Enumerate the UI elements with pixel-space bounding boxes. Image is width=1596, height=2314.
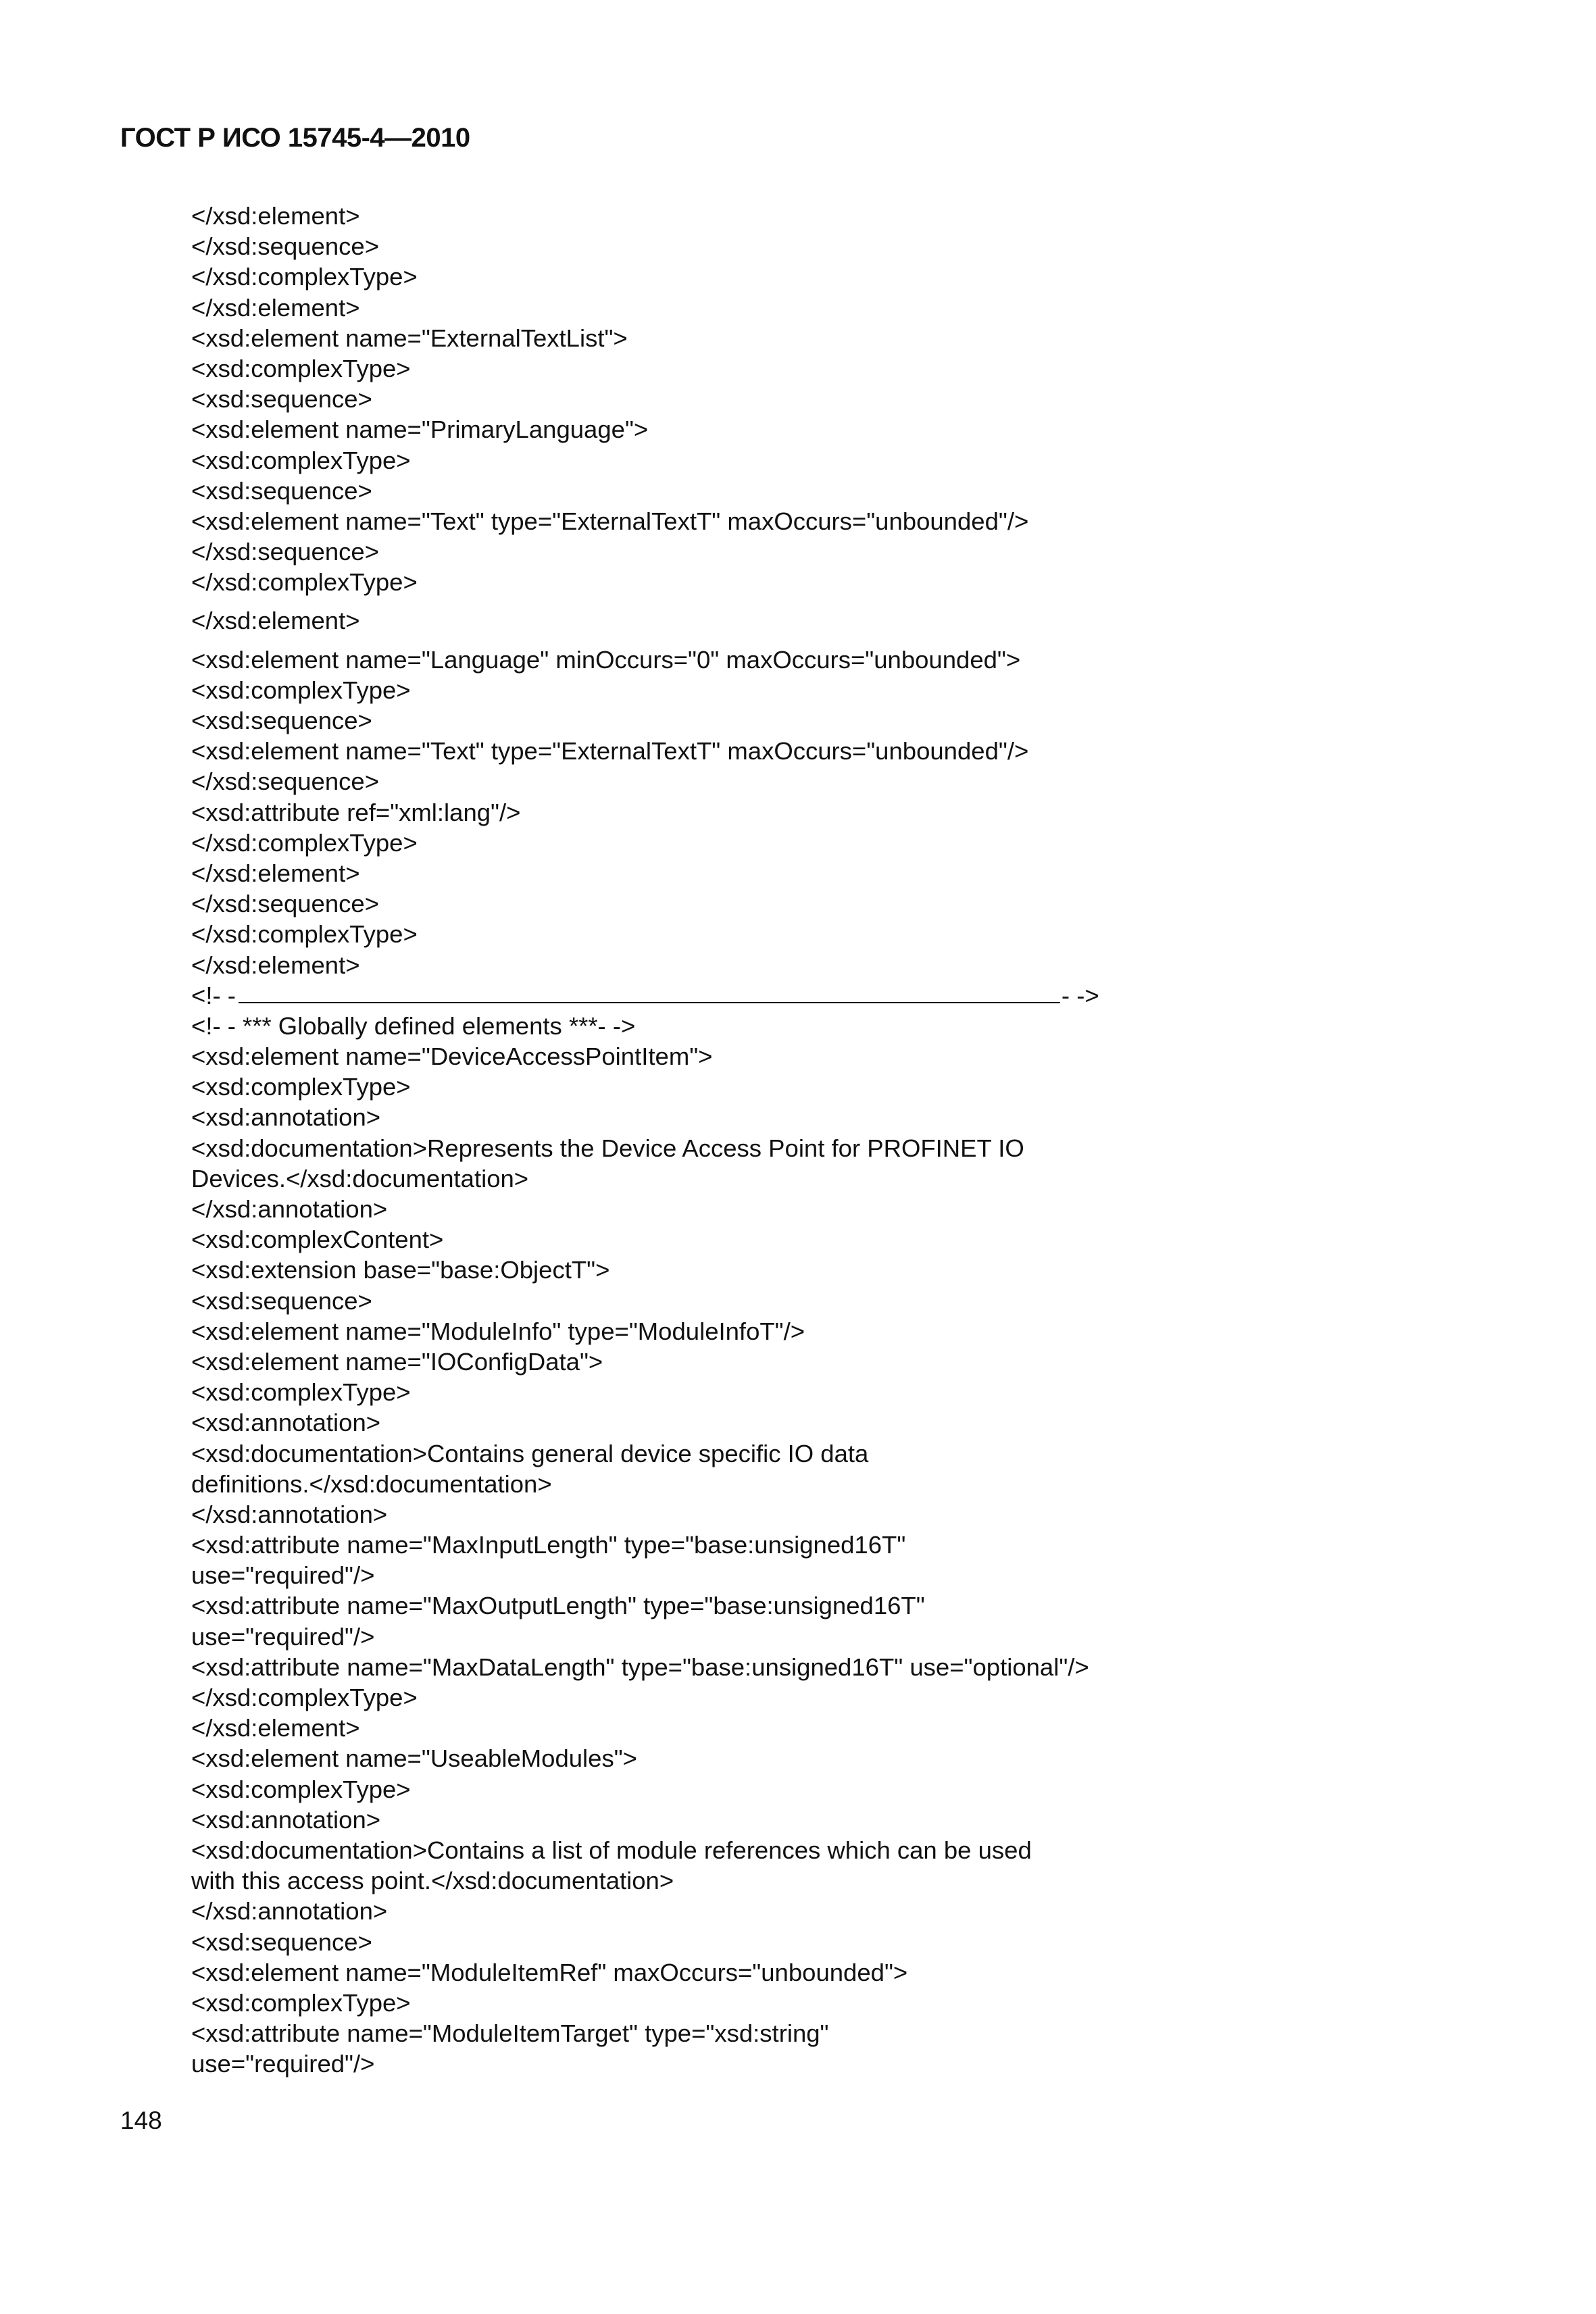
code-line: <xsd:annotation>	[191, 1409, 381, 1437]
code-line: <xsd:sequence>	[191, 385, 372, 413]
code-line: </xsd:sequence>	[191, 890, 380, 918]
code-line: </xsd:element>	[191, 1714, 360, 1742]
code-line: <xsd:element name="ModuleItemRef" maxOccurs="unbounded">	[191, 1958, 908, 1986]
code-line: </xsd:sequence>	[191, 768, 380, 796]
code-line: <xsd:element name="UseableModules">	[191, 1744, 637, 1773]
code-line: <!- - *** Globally defined elements ***- ->	[191, 1011, 636, 1040]
code-line: <xsd:extension base="base:ObjectT">	[191, 1256, 610, 1284]
code-line: <xsd:attribute name="MaxInputLength" type="base:unsigned16T"	[191, 1531, 906, 1559]
code-line: <xsd:element name="ExternalTextList">	[191, 324, 628, 352]
code-line: </xsd:element>	[191, 607, 360, 635]
separator-start: <!- -	[191, 981, 236, 1009]
code-line: <xsd:element name="Language" minOccurs="0" maxOccurs="unbounded">	[191, 645, 1021, 674]
comment-separator	[191, 980, 1407, 1011]
code-line: <xsd:complexType>	[191, 676, 411, 704]
code-line: <xsd:element name="PrimaryLanguage">	[191, 416, 649, 444]
code-line: </xsd:complexType>	[191, 828, 418, 857]
standard-title: ГОСТ Р ИСО 15745-4—2010	[120, 123, 470, 153]
code-line: <xsd:element name="IOConfigData">	[191, 1347, 603, 1376]
page-number-text: 148	[120, 2107, 162, 2134]
code-section-3	[191, 645, 1407, 980]
code-line: <xsd:complexType>	[191, 1378, 411, 1407]
code-line: </xsd:complexType>	[191, 263, 418, 291]
code-line: with this access point.</xsd:documentation>	[191, 1867, 674, 1895]
code-line: <xsd:element name="ModuleInfo" type="ModuleInfoT"/>	[191, 1317, 805, 1345]
code-line: <xsd:complexType>	[191, 1775, 411, 1803]
code-line: <xsd:complexType>	[191, 1988, 411, 2017]
code-line: <xsd:attribute name="MaxOutputLength" type="base:unsigned16T"	[191, 1592, 925, 1620]
code-line: <xsd:complexType>	[191, 446, 411, 474]
code-line: </xsd:annotation>	[191, 1195, 388, 1223]
code-line: </xsd:complexType>	[191, 920, 418, 949]
code-line: <xsd:element name="DeviceAccessPointItem">	[191, 1042, 713, 1071]
code-section-4	[191, 1011, 1407, 2080]
code-line: <xsd:annotation>	[191, 1103, 381, 1132]
code-line: <xsd:sequence>	[191, 1286, 372, 1315]
code-line: <xsd:complexType>	[191, 354, 411, 382]
code-line: <xsd:attribute ref="xml:lang"/>	[191, 798, 521, 826]
code-line: </xsd:element>	[191, 951, 360, 979]
code-line: </xsd:element>	[191, 859, 360, 887]
code-line: </xsd:complexType>	[191, 1684, 418, 1711]
xsd-code-listing	[191, 201, 1407, 2079]
code-line: <xsd:sequence>	[191, 707, 372, 734]
code-line: <xsd:documentation>Represents the Device Access Point for PROFINET IO	[191, 1134, 1024, 1162]
code-line: </xsd:element>	[191, 202, 360, 230]
code-line: <xsd:complexType>	[191, 1073, 411, 1101]
page-header	[120, 123, 470, 153]
code-line: <xsd:sequence>	[191, 1928, 372, 1956]
code-line: </xsd:annotation>	[191, 1500, 388, 1528]
separator-rule	[239, 1002, 1060, 1003]
code-line: </xsd:element>	[191, 293, 360, 322]
code-line: <xsd:sequence>	[191, 476, 372, 505]
code-line: use="required"/>	[191, 2050, 375, 2078]
separator-end: - ->	[1061, 981, 1099, 1009]
code-line: Devices.</xsd:documentation>	[191, 1164, 529, 1192]
code-line: </xsd:sequence>	[191, 538, 380, 566]
code-line: </xsd:sequence>	[191, 232, 380, 261]
code-section-2	[191, 605, 1407, 636]
code-section-1	[191, 201, 1407, 597]
code-line: <xsd:attribute name="ModuleItemTarget" type="xsd:string"	[191, 2019, 829, 2048]
code-line: <xsd:complexContent>	[191, 1226, 444, 1254]
code-line: definitions.</xsd:documentation>	[191, 1469, 552, 1498]
code-line: </xsd:annotation>	[191, 1897, 388, 1926]
code-line: <xsd:attribute name="MaxDataLength" type="base:unsigned16T" use="optional"/>	[191, 1653, 1089, 1681]
page-number	[120, 2107, 162, 2135]
code-line: </xsd:complexType>	[191, 568, 418, 597]
code-line: <xsd:documentation>Contains a list of module references which can be used	[191, 1836, 1032, 1864]
code-line: <xsd:annotation>	[191, 1805, 381, 1834]
code-line: <xsd:element name="Text" type="ExternalTextT" maxOccurs="unbounded"/>	[191, 507, 1029, 535]
code-line: use="required"/>	[191, 1561, 375, 1590]
code-line: use="required"/>	[191, 1622, 375, 1651]
code-line: <xsd:documentation>Contains general device specific IO data	[191, 1439, 869, 1467]
code-line: <xsd:element name="Text" type="ExternalTextT" maxOccurs="unbounded"/>	[191, 737, 1029, 765]
